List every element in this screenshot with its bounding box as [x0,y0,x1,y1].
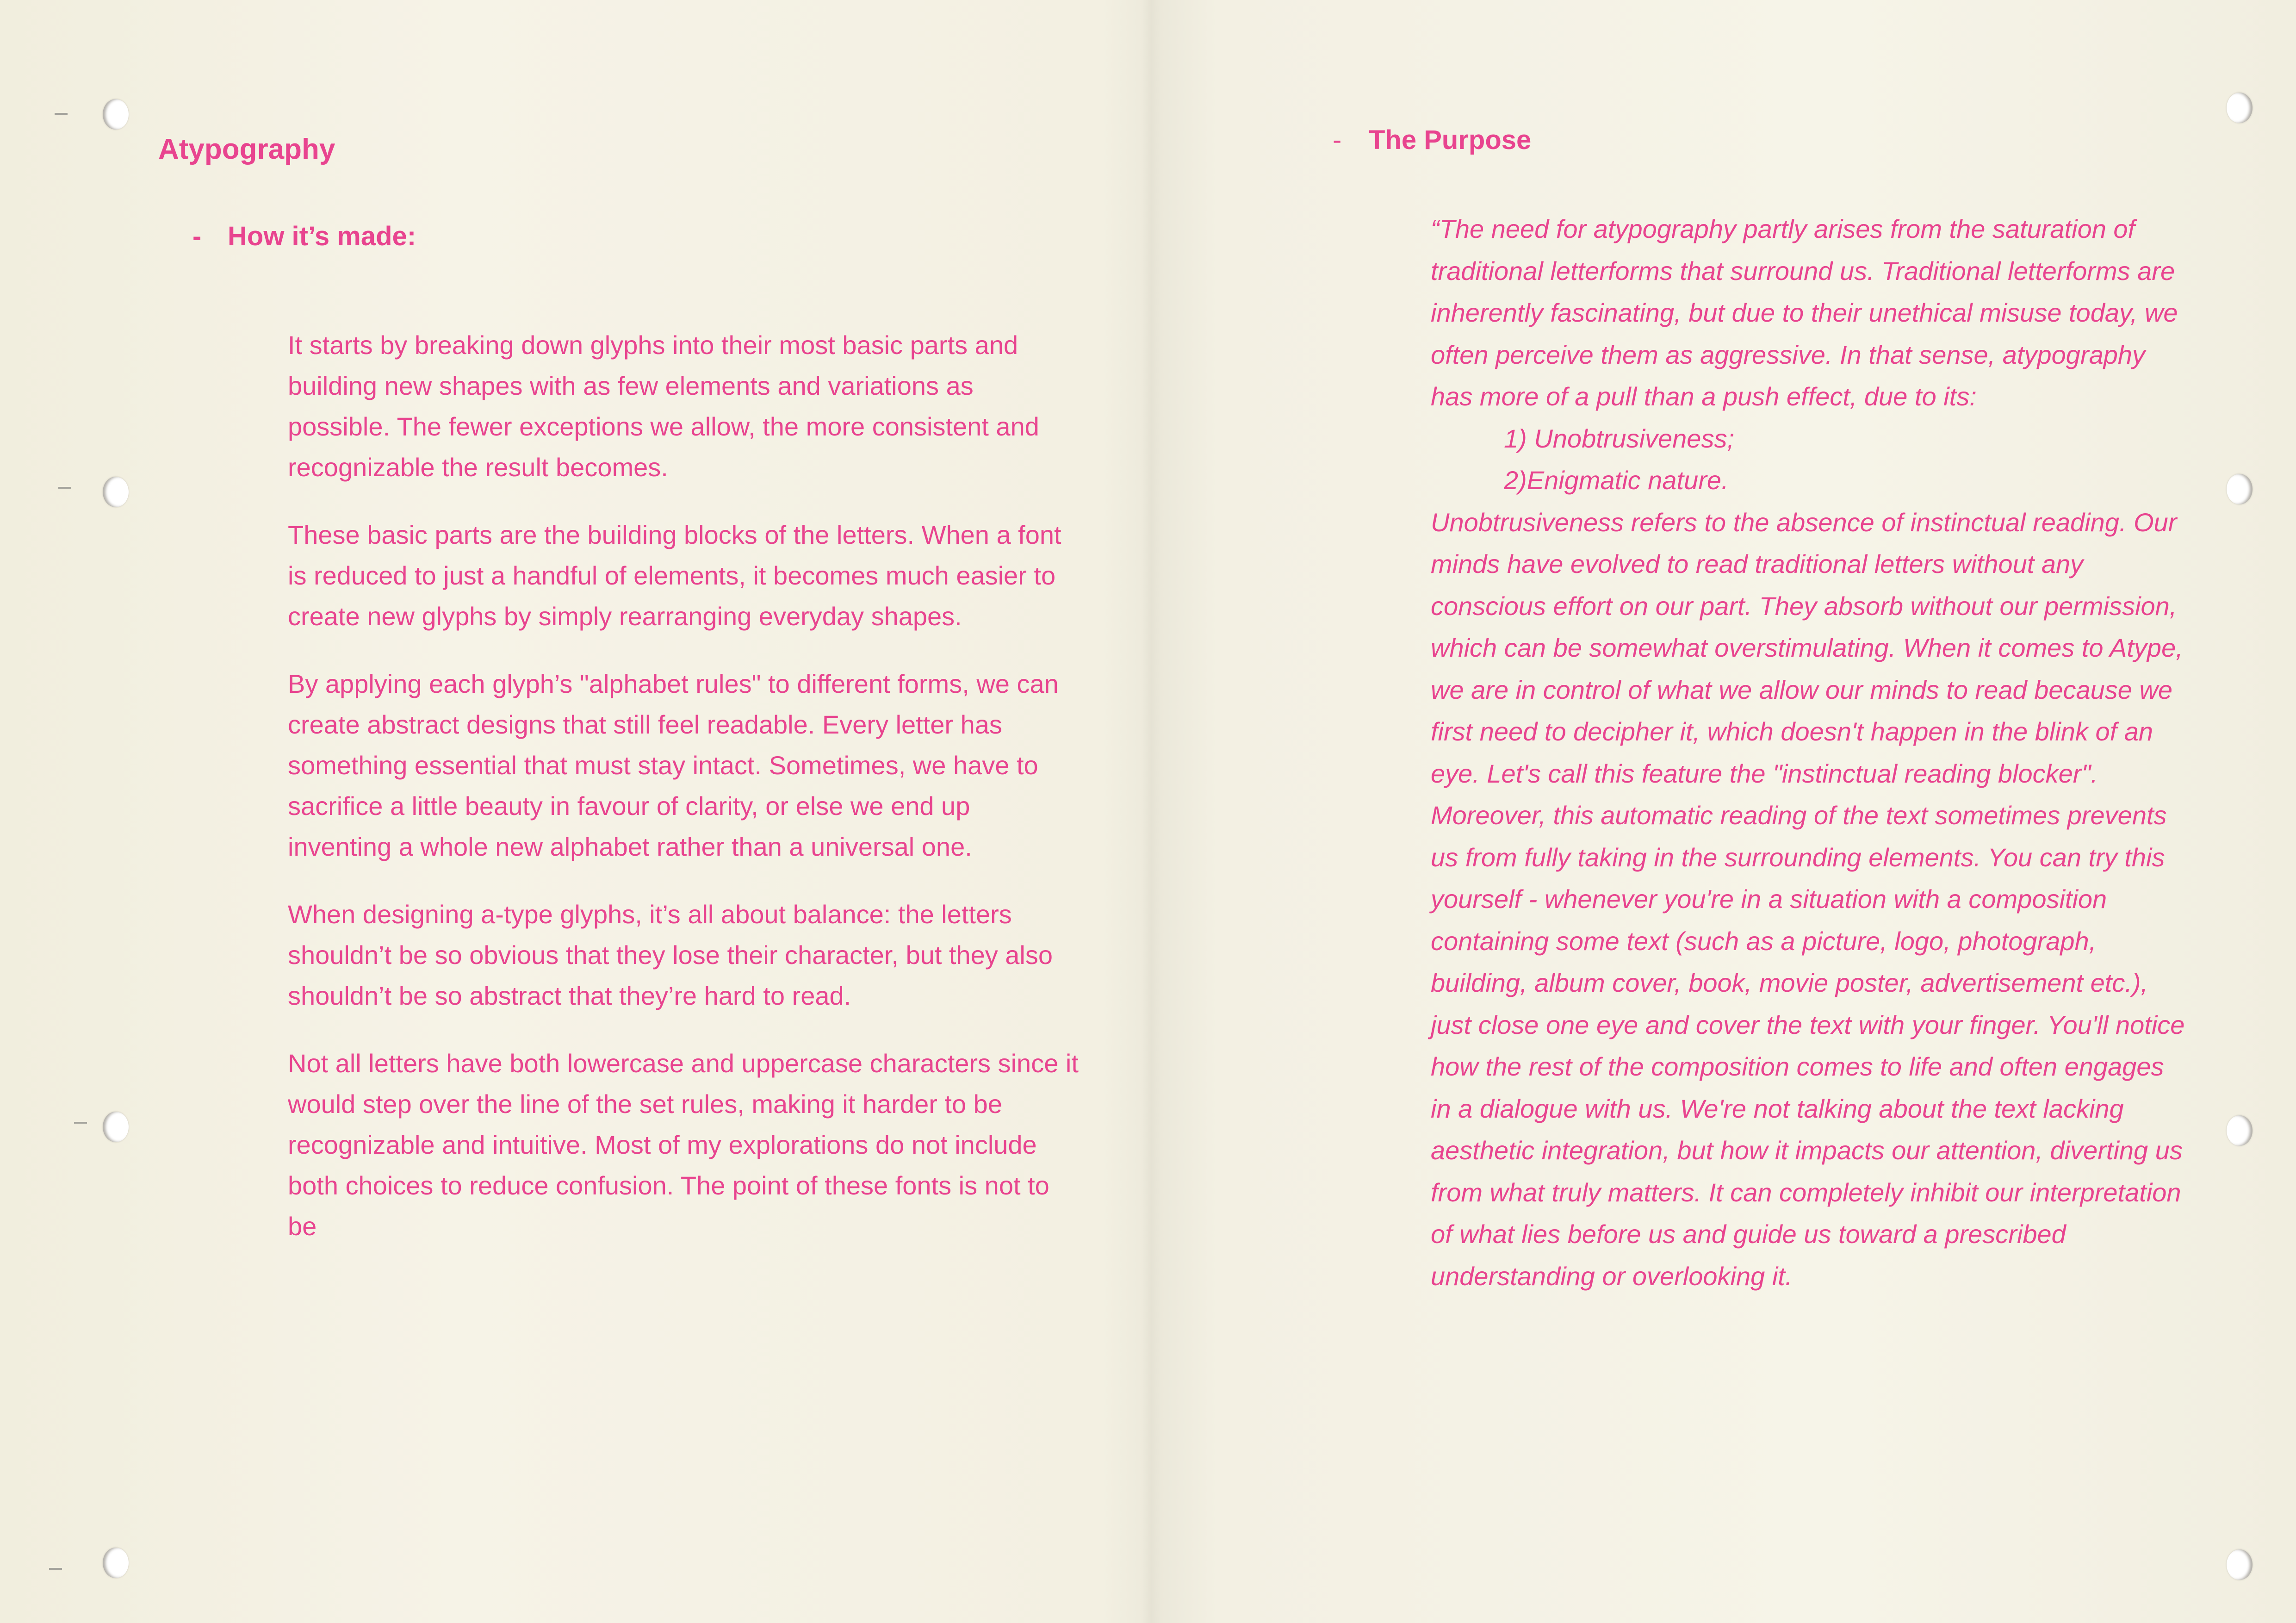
list-item: 2)Enigmatic nature. [1504,466,1729,495]
section-heading-how-its-made [192,221,416,252]
binder-hole [2227,474,2253,504]
binder-hole [2227,93,2253,123]
margin-mark [55,113,68,115]
paragraph: It starts by breaking down glyphs into their most basic parts and building new shapes with as few elements and variations as possible. The fewer exceptions we allow, the more consistent and recognizable the result becomes. [288,330,1039,482]
paragraph: These basic parts are the building blocks of the letters. When a font is reduced to just a handful of elements, it becomes much easier to create new glyphs by simply rearranging everyday shapes. [288,520,1061,631]
page-title: Atypography [158,133,335,165]
quote-body: Unobtrusiveness refers to the absence of instinctual reading. Our minds have evolved to read traditional letters without any conscious effort on our part. They absorb without our permission, which can be somewhat overstimulating. When it comes to Atype, we are in control of what we allow our minds to read because we first need to decipher it, which doesn't happen in the blink of an eye. Let's call this feature the "instinctual reading blocker". Moreover, this automatic reading of the text sometimes prevents us from fully taking in the surrounding elements. You can try this yourself - whenever you're in a situation with a composition containing some text (such as a picture, logo, photograph, building, album cover, book, movie poster, advertisement etc.), just close one eye and cover the text with your finger. You'll notice how the rest of the composition comes to life and often engages in a dialogue with us. We're not talking about the text lacking aesthetic integration, but how it impacts our attention, diverting us from what truly matters. It can completely inhibit our interpretation of what lies before us and guide us toward a prescribed understanding or overlooking it. [1431,507,2185,1291]
paragraph: Not all letters have both lowercase and uppercase characters since it would step over the line of the set rules, making it harder to be recognizable and intuitive. Most of my explorations do not include both choices to reduce confusion. The point of these fonts is not to be [288,1049,1079,1241]
the-purpose-body [1431,208,2190,1297]
heading-text: How it’s made: [228,221,416,251]
heading-dash: - [1333,125,1342,155]
binder-hole [103,1112,129,1142]
binder-hole [2227,1115,2253,1146]
quote-intro: “The need for atypography partly arises from the saturation of traditional letterforms that surround us. Traditional letterforms are inherently fascinating, but due to their unethical misuse today, we often perceive them as aggressive. In that sense, atypography has more of a pull than a push effect, due to its: [1431,214,2178,411]
binder-hole [103,477,129,507]
paragraph: By applying each glyph’s "alphabet rules" to different forms, we can create abstract designs that still feel readable. Every letter has something essential that must stay intact. Sometimes, we have to sacrifice a little beauty in favour of clarity, or else we end up inventing a whole new alphabet rather than a universal one. [288,669,1059,861]
binder-hole [103,1548,129,1578]
section-heading-the-purpose [1333,125,1531,155]
list-item: 1) Unobtrusiveness; [1504,423,1735,453]
how-its-made-body [288,325,1079,1274]
margin-mark [58,487,71,489]
paragraph: When designing a-type glyphs, it’s all about balance: the letters shouldn’t be so obvious that they lose their character, but they also shouldn’t be so abstract that they’re hard to read. [288,900,1053,1010]
margin-mark [49,1568,62,1570]
heading-dash: - [192,221,202,251]
binder-hole [103,99,129,130]
heading-text: The Purpose [1369,125,1532,155]
margin-mark [74,1122,87,1124]
binder-hole [2227,1549,2253,1580]
page-fold [1142,0,1160,1623]
